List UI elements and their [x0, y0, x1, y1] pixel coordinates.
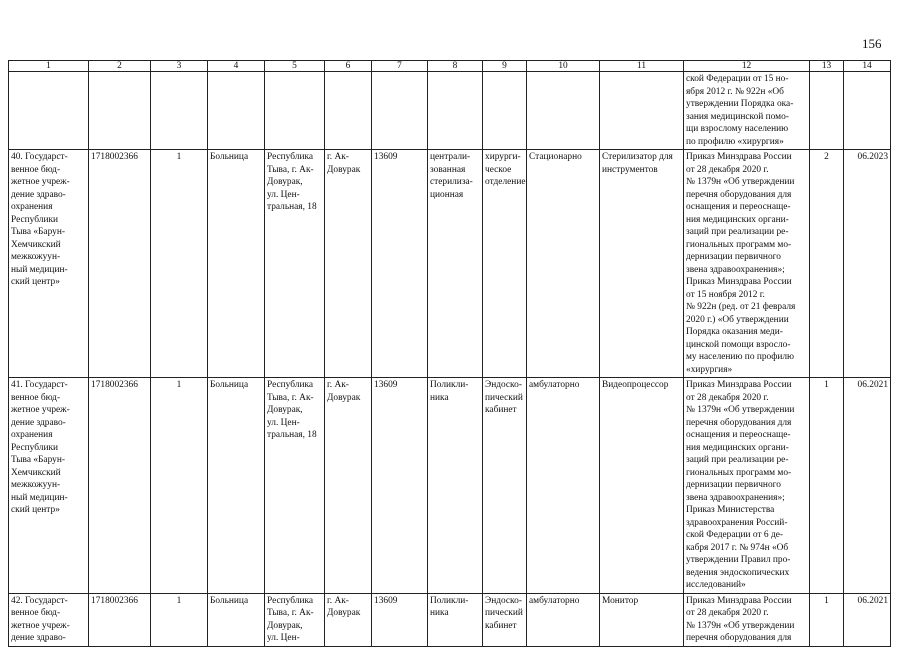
equipment-cell: Стерилизатор для инструментов — [600, 150, 684, 378]
quantity-cell: 2 — [810, 150, 844, 378]
column-number: 10 — [527, 61, 600, 72]
unit-cell: централи- зованная стерилиза- ционная — [428, 150, 483, 378]
column-number: 8 — [428, 61, 483, 72]
column-number: 12 — [684, 61, 810, 72]
column-number: 9 — [483, 61, 527, 72]
date-cell: 06.2021 — [844, 593, 891, 646]
legal-basis-cell: ской Федерации от 15 но- ября 2012 г. № 922н «Об утверждении Порядка ока- зания медицинской помо- щи взрослому населению по профилю «хирургия» — [684, 72, 810, 150]
column-number: 2 — [89, 61, 151, 72]
legal-basis-cell: Приказ Минздрава России от 28 декабря 2020 г. № 1379н «Об утверждении перечня оборудования для — [684, 593, 810, 646]
city-cell: г. Ак- Довурак — [325, 593, 372, 646]
date-cell: 06.2021 — [844, 378, 891, 594]
equipment-cell: Видеопроцессор — [600, 378, 684, 594]
column-number: 14 — [844, 61, 891, 72]
address-cell: Республика Тыва, г. Ак- Довурак, ул. Цен- тральная, 18 — [265, 378, 325, 594]
column-number: 3 — [151, 61, 208, 72]
care-mode-cell: амбулаторно — [527, 593, 600, 646]
column-number: 13 — [810, 61, 844, 72]
equipment-table — [8, 60, 891, 647]
code-cell: 13609 — [372, 378, 428, 594]
column-number: 7 — [372, 61, 428, 72]
facility-type-cell: Больница — [208, 378, 265, 594]
table-row — [9, 150, 891, 378]
code-cell: 13609 — [372, 150, 428, 378]
table-row-continuation — [9, 72, 891, 150]
address-cell: Республика Тыва, г. Ак- Довурак, ул. Цен- — [265, 593, 325, 646]
column-number: 4 — [208, 61, 265, 72]
page-number: 156 — [862, 36, 882, 51]
organization-cell: 41. Государст- венное бюд- жетное учреж- дение здраво- охранения Республики Тыва «Барун- Хемчикский межкожуун- ный медицин- ский центр» — [9, 378, 89, 594]
date-cell: 06.2023 — [844, 150, 891, 378]
organization-cell: 40. Государст- венное бюд- жетное учреж- дение здраво- охранения Республики Тыва «Барун- Хемчикский межкожуун- ный медицин- ский центр» — [9, 150, 89, 378]
department-cell: Эндоско- пический кабинет — [483, 378, 527, 594]
column-number: 6 — [325, 61, 372, 72]
table-row — [9, 378, 891, 594]
legal-basis-cell: Приказ Минздрава России от 28 декабря 2020 г. № 1379н «Об утверждении перечня оборудования для оснащения и переоснаще- ния медицинских органи- заций при реализации ре- гиональных программ мо- дернизации первичного звена здравоохранения»; Приказ Минздрава России от 15 ноября 2012 г. № 922н (ред. от 21 февраля 2020 г.) «Об утверждении Порядка оказания меди- цинской помощи взросло- му населению по профилю «хирургия» — [684, 150, 810, 378]
organization-cell: 42. Государст- венное бюд- жетное учреж- дение здраво- — [9, 593, 89, 646]
column-number-row — [9, 61, 891, 72]
table-row — [9, 593, 891, 646]
quantity-cell: 1 — [810, 378, 844, 594]
address-cell: Республика Тыва, г. Ак- Довурак, ул. Цен- тральная, 18 — [265, 150, 325, 378]
column-number: 11 — [600, 61, 684, 72]
quantity-cell: 1 — [810, 593, 844, 646]
city-cell: г. Ак- Довурак — [325, 150, 372, 378]
legal-basis-cell: Приказ Минздрава России от 28 декабря 2020 г. № 1379н «Об утверждении перечня оборудования для оснащения и переоснаще- ния медицинских органи- заций при реализации ре- гиональных программ мо- дернизации первичного звена здравоохранения»; Приказ Министерства здравоохранения Россий- ской Федерации от 6 де- кабря 2017 г. № 974н «Об утверждении Правил про- ведения эндоскопических исследований» — [684, 378, 810, 594]
code-cell: 13609 — [372, 593, 428, 646]
department-cell: хирурги- ческое отделение — [483, 150, 527, 378]
unit-cell: Поликли- ника — [428, 378, 483, 594]
city-cell: г. Ак- Довурак — [325, 378, 372, 594]
department-cell: Эндоско- пический кабинет — [483, 593, 527, 646]
count-cell: 1 — [151, 593, 208, 646]
count-cell: 1 — [151, 378, 208, 594]
column-number: 5 — [265, 61, 325, 72]
facility-type-cell: Больница — [208, 593, 265, 646]
facility-type-cell: Больница — [208, 150, 265, 378]
equipment-cell: Монитор — [600, 593, 684, 646]
column-number: 1 — [9, 61, 89, 72]
inn-cell: 1718002366 — [89, 378, 151, 594]
care-mode-cell: Стационарно — [527, 150, 600, 378]
care-mode-cell: амбулаторно — [527, 378, 600, 594]
count-cell: 1 — [151, 150, 208, 378]
inn-cell: 1718002366 — [89, 593, 151, 646]
inn-cell: 1718002366 — [89, 150, 151, 378]
unit-cell: Поликли- ника — [428, 593, 483, 646]
